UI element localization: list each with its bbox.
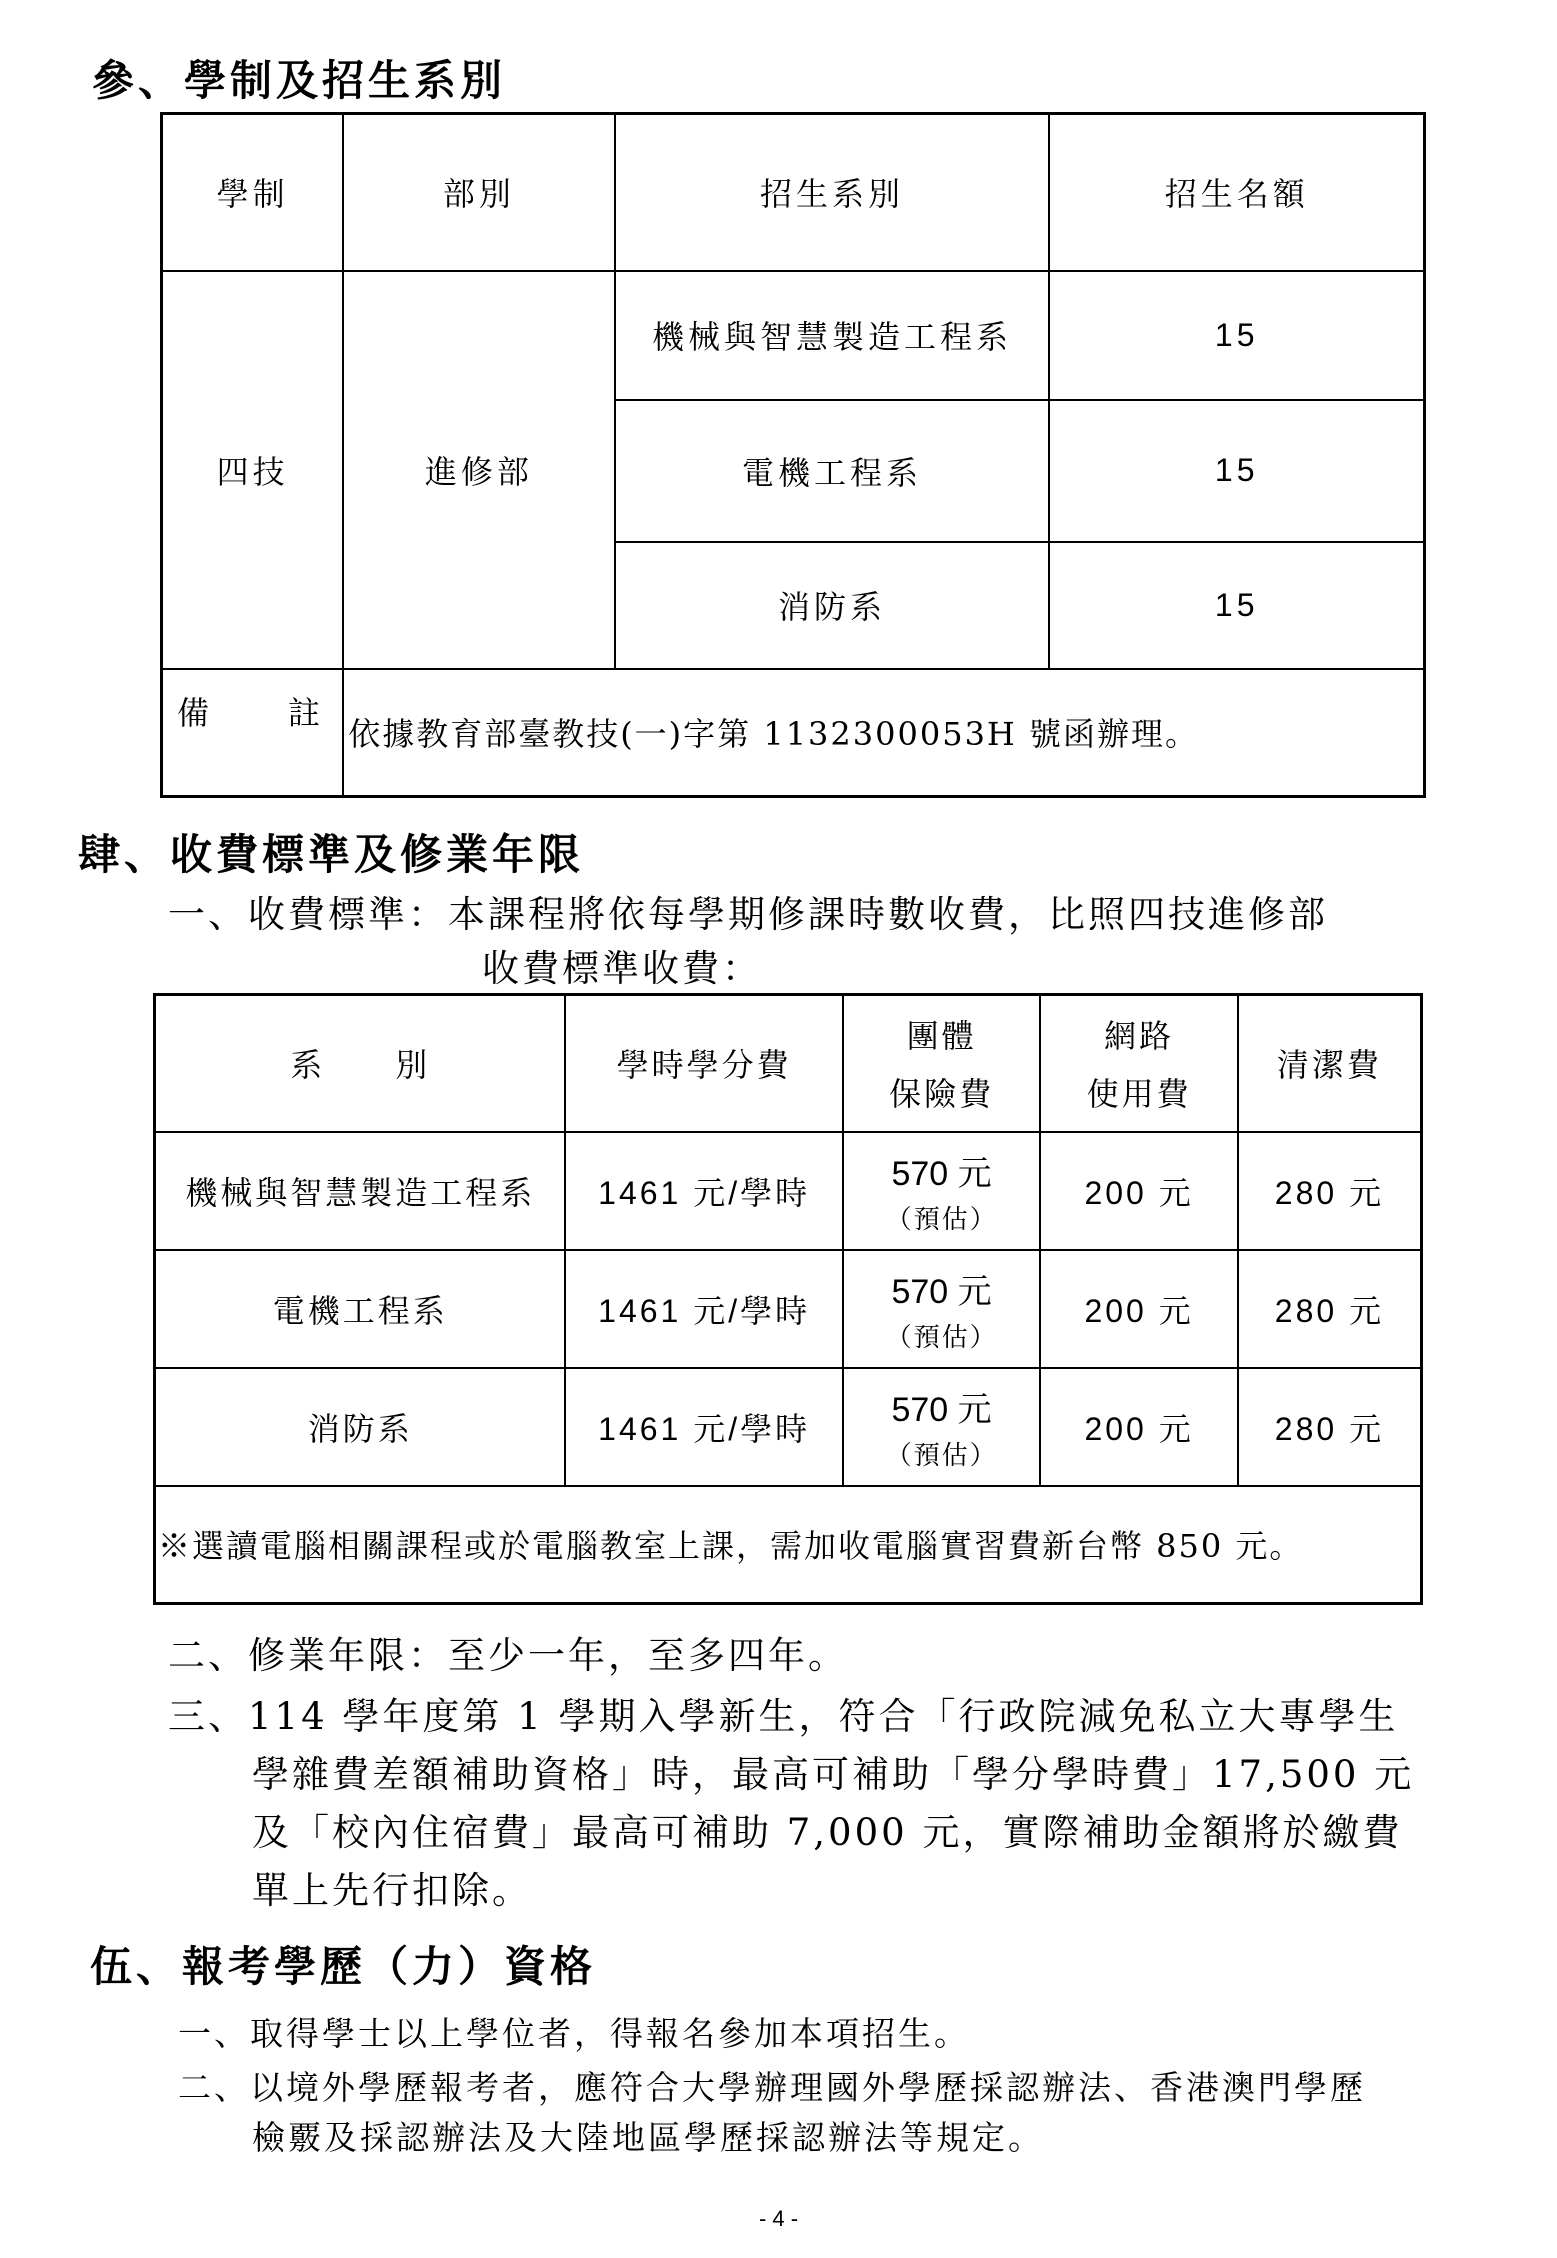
remark-text: 依據教育部臺教技(一)字第 1132300053H 號函辦理。: [343, 669, 1424, 797]
header-network: [1040, 995, 1238, 1132]
credit-fee-cell: 1461 元/學時: [565, 1132, 842, 1250]
remark-label: [162, 669, 344, 797]
qualification-item2-line2: 檢覈及採認辦法及大陸地區學歷採認辦法等規定。: [252, 2118, 1044, 2157]
insurance-value: 570 元: [891, 1154, 992, 1193]
division-cell: 進修部: [343, 271, 614, 669]
header-insurance-line1: 團體: [906, 1017, 977, 1056]
quota-cell: 15: [1049, 542, 1424, 669]
qualification-item2-line1: 二、以境外學歷報考者，應符合大學辦理國外學歷採認辦法、香港澳門學歷: [178, 2068, 1366, 2107]
table-header-row: [155, 995, 1422, 1132]
remark-label-b: 註: [288, 693, 325, 732]
cleaning-cell: 280 元: [1238, 1250, 1422, 1368]
system-cell: 四技: [162, 271, 344, 669]
section4-title: 肆、收費標準及修業年限: [78, 830, 585, 879]
cleaning-cell: 280 元: [1238, 1132, 1422, 1250]
table-header-row: [162, 114, 1425, 271]
dept-cell: 機械與智慧製造工程系: [155, 1132, 566, 1250]
section3-title: 參、學制及招生系別: [92, 56, 507, 105]
credit-fee-cell: 1461 元/學時: [565, 1368, 842, 1486]
insurance-note: （預估）: [885, 1440, 998, 1471]
network-cell: 200 元: [1040, 1250, 1238, 1368]
insurance-note: （預估）: [885, 1204, 998, 1235]
quota-cell: 15: [1049, 271, 1424, 400]
remark-row: [162, 669, 1425, 797]
table-row: [155, 1132, 1422, 1250]
fee-standard-line1: 一、收費標準：本課程將依每學期修課時數收費，比照四技進修部: [168, 893, 1328, 936]
subsidy-line3: 及「校內住宿費」最高可補助 7,000 元，實際補助金額將於繳費: [252, 1811, 1403, 1854]
department-cell: 機械與智慧製造工程系: [615, 271, 1050, 400]
network-cell: 200 元: [1040, 1368, 1238, 1486]
network-cell: 200 元: [1040, 1132, 1238, 1250]
fee-table: [153, 993, 1423, 1605]
subsidy-line2: 學雜費差額補助資格」時，最高可補助「學分學時費」17,500 元: [252, 1753, 1415, 1796]
header-quota: 招生名額: [1049, 114, 1424, 271]
cleaning-cell: 280 元: [1238, 1368, 1422, 1486]
page-number: - 4 -: [758, 2206, 799, 2231]
header-credit-fee: 學時學分費: [565, 995, 842, 1132]
header-cleaning: 清潔費: [1238, 995, 1422, 1132]
note-row: [155, 1486, 1422, 1604]
credit-fee-cell: 1461 元/學時: [565, 1250, 842, 1368]
insurance-cell: [843, 1132, 1041, 1250]
insurance-cell: [843, 1250, 1041, 1368]
qualification-item1: 一、取得學士以上學位者，得報名參加本項招生。: [178, 2014, 970, 2053]
header-insurance: [843, 995, 1041, 1132]
remark-label-a: 備: [177, 693, 214, 732]
section5-title: 伍、報考學歷（力）資格: [90, 1942, 597, 1991]
enrollment-table: [160, 112, 1426, 798]
header-network-line2: 使用費: [1086, 1075, 1192, 1114]
insurance-note: （預估）: [885, 1322, 998, 1353]
table-row: [155, 1250, 1422, 1368]
insurance-value: 570 元: [891, 1272, 992, 1311]
header-department: 招生系別: [615, 114, 1050, 271]
header-dept: 系 別: [155, 995, 566, 1132]
dept-cell: 電機工程系: [155, 1250, 566, 1368]
header-network-line1: 網路: [1104, 1017, 1175, 1056]
header-insurance-line2: 保險費: [889, 1075, 995, 1114]
header-system: 學制: [162, 114, 344, 271]
header-division: 部別: [343, 114, 614, 271]
insurance-value: 570 元: [891, 1390, 992, 1429]
table-row: [155, 1368, 1422, 1486]
department-cell: 電機工程系: [615, 400, 1050, 542]
subsidy-line1: 三、114 學年度第 1 學期入學新生，符合「行政院減免私立大專學生: [168, 1695, 1399, 1738]
insurance-cell: [843, 1368, 1041, 1486]
department-cell: 消防系: [615, 542, 1050, 669]
dept-cell: 消防系: [155, 1368, 566, 1486]
subsidy-line4: 單上先行扣除。: [252, 1869, 532, 1912]
computer-fee-note: ※選讀電腦相關課程或於電腦教室上課，需加收電腦實習費新台幣 850 元。: [155, 1486, 1422, 1604]
fee-standard-line2: 收費標準收費：: [482, 947, 762, 990]
table-row: [162, 271, 1425, 400]
quota-cell: 15: [1049, 400, 1424, 542]
study-period: 二、修業年限：至少一年，至多四年。: [168, 1634, 848, 1677]
